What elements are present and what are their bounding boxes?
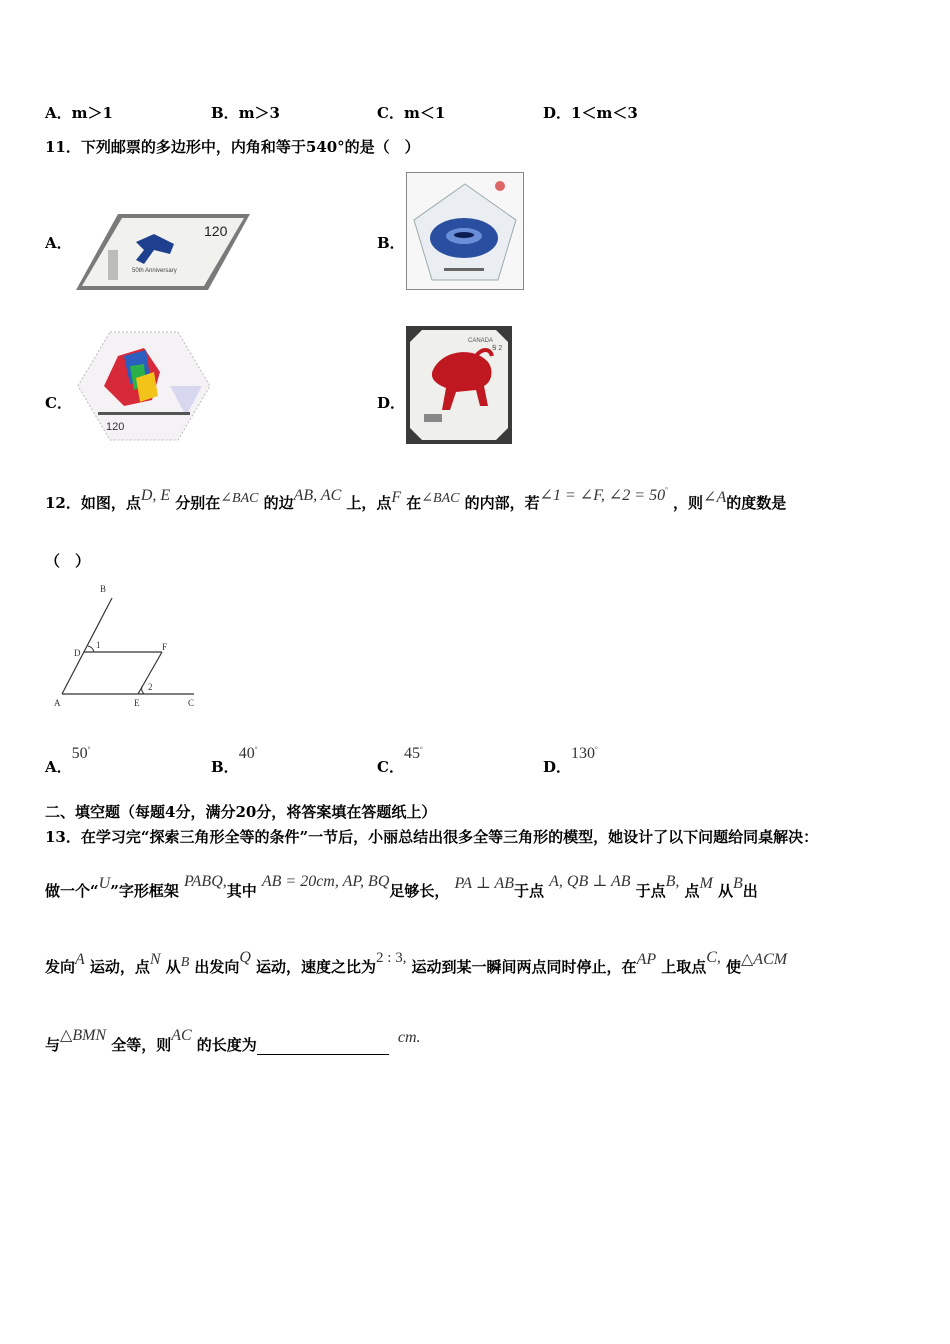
stamp-d-brand: CANADA: [468, 338, 494, 344]
q12-option-a: A．50°: [45, 745, 91, 776]
stamp-d-value: Ꞩ 2: [492, 345, 503, 352]
q12-answer-paren: （ ）: [45, 552, 91, 570]
angle-2-arc: [142, 686, 144, 694]
stamp-hexagon-image: [74, 326, 214, 446]
q11-stem: 11．下列邮票的多边形中，内角和等于540°的是（ ）: [45, 138, 420, 156]
q11-label-c: C．: [45, 394, 72, 412]
q12-geometry-figure: [48, 582, 208, 712]
q10-option-d: D．1＜m＜3: [543, 104, 638, 122]
q12-option-b: B．40°: [211, 745, 258, 776]
stamp-c-value: 120: [106, 421, 125, 433]
q10-option-b: B．m＞3: [211, 104, 280, 122]
stamp-pentagon-image: [406, 172, 524, 290]
q13-line-3: 发向A 运动，点N 从B 出发向Q 运动，速度之比为2 : 3, 运动到某一瞬间两点同时停止，在AP 上取点C, 使△ACM: [45, 949, 788, 976]
label-e: E: [134, 698, 140, 708]
q13-line-1: 13．在学习完“探索三角形全等的条件”一节后，小丽总结出很多全等三角形的模型，她设计了以下问题给同桌解决：: [45, 828, 819, 846]
q12-stem: 12．如图，点D, E 分别在∠BAC 的边AB, AC 上，点F 在∠BAC 的内部，若∠1 = ∠F, ∠2 = 50° ，则∠A的度数是: [45, 485, 787, 512]
stamp-a-value: 120: [204, 223, 228, 239]
q11-label-d: D．: [377, 394, 406, 412]
line-ab: [62, 598, 112, 694]
label-b: B: [100, 584, 107, 594]
label-1: 1: [96, 640, 101, 650]
stamp-octagon-image: [406, 326, 512, 444]
stamp-parallelogram-image: [74, 212, 252, 292]
section-2-title: 二、填空题（每题4分，满分20分，将答案填在答题纸上）: [45, 803, 437, 821]
angle-1-arc: [88, 646, 94, 652]
label-d: D: [74, 648, 81, 658]
q12-option-d: D．130°: [543, 745, 598, 776]
q13-answer-blank[interactable]: [257, 1040, 389, 1055]
q11-label-b: B．: [377, 234, 405, 252]
label-c: C: [188, 698, 195, 708]
q10-option-c: C．m＜1: [377, 104, 446, 122]
label-a: A: [54, 698, 61, 708]
q13-line-4: 与△BMN 全等，则AC 的长度为 cm.: [45, 1027, 421, 1054]
q12-option-c: C．45°: [377, 745, 423, 776]
label-f: F: [162, 642, 168, 652]
label-2: 2: [148, 682, 153, 692]
q13-line-2: 做一个“U”字形框架 PABQ,其中 AB = 20cm, AP, BQ足够长， PA ⊥ AB于点 A, QB ⊥ AB 于点B, 点M 从B出: [45, 873, 758, 900]
q11-label-a: A．: [45, 234, 72, 252]
q10-option-a: A．m＞1: [45, 104, 113, 122]
stamp-a-caption: 50th Anniversary: [132, 268, 177, 274]
